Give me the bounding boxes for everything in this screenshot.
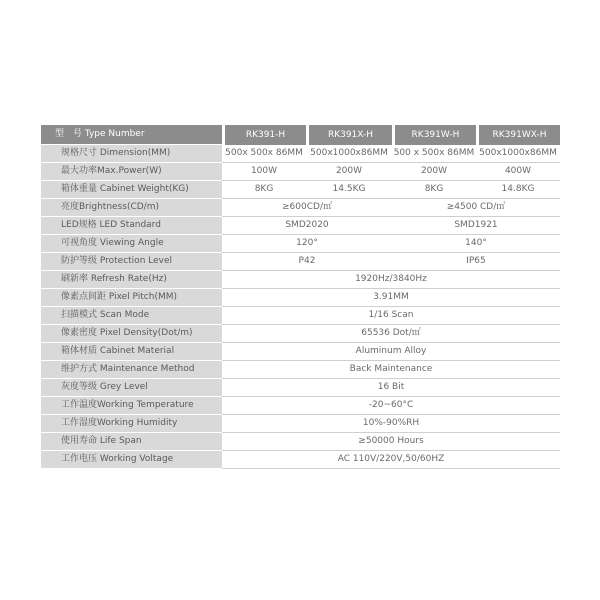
spec-value: 16 Bit: [222, 379, 560, 397]
spec-label: 亮度Brightness(CD/m): [41, 199, 222, 217]
spec-value: 65536 Dot/㎡: [222, 325, 560, 343]
spec-row: [41, 451, 560, 469]
spec-row: [41, 307, 560, 325]
spec-label: LED规格 LED Standard: [41, 217, 222, 235]
spec-value: SMD2020: [222, 217, 392, 235]
spec-row: [41, 217, 560, 235]
spec-label: 刷新率 Refresh Rate(Hz): [41, 271, 222, 289]
spec-value: 8KG: [392, 181, 476, 199]
spec-label: 像素点间距 Pixel Pitch(MM): [41, 289, 222, 307]
spec-label: 工作电压 Working Voltage: [41, 451, 222, 469]
spec-label: 可视角度 Viewing Angle: [41, 235, 222, 253]
spec-value: ≥600CD/㎡: [222, 199, 392, 217]
spec-value: 8KG: [222, 181, 306, 199]
spec-value: 120°: [222, 235, 392, 253]
spec-value: AC 110V/220V,50/60HZ: [222, 451, 560, 469]
spec-label: 箱体材质 Cabinet Material: [41, 343, 222, 361]
spec-value: -20~60°C: [222, 397, 560, 415]
spec-row: [41, 145, 560, 163]
model-rk391w-h: RK391W-H: [392, 125, 476, 145]
spec-value: 14.5KG: [306, 181, 392, 199]
spec-row: [41, 163, 560, 181]
spec-value: P42: [222, 253, 392, 271]
spec-row: [41, 199, 560, 217]
spec-value: 500x1000x86MM: [476, 145, 560, 163]
spec-table-body: [41, 125, 560, 469]
spec-value: 1/16 Scan: [222, 307, 560, 325]
spec-value: ≥50000 Hours: [222, 433, 560, 451]
spec-value: 1920Hz/3840Hz: [222, 271, 560, 289]
header-row: [41, 125, 560, 145]
spec-value: 400W: [476, 163, 560, 181]
spec-row: [41, 235, 560, 253]
spec-label: 最大功率Max.Power(W): [41, 163, 222, 181]
model-rk391wx-h: RK391WX-H: [476, 125, 560, 145]
spec-value: Back Maintenance: [222, 361, 560, 379]
type-number-label: 型 号 Type Number: [41, 125, 222, 145]
spec-value: Aluminum Alloy: [222, 343, 560, 361]
spec-label: 工作湿度Working Humidity: [41, 415, 222, 433]
model-rk391x-h: RK391X-H: [306, 125, 392, 145]
spec-label: 工作温度Working Temperature: [41, 397, 222, 415]
spec-row: [41, 361, 560, 379]
spec-row: [41, 289, 560, 307]
spec-row: [41, 325, 560, 343]
spec-value: 10%-90%RH: [222, 415, 560, 433]
spec-row: [41, 271, 560, 289]
spec-value: 3.91MM: [222, 289, 560, 307]
spec-value: 500x1000x86MM: [306, 145, 392, 163]
spec-label: 维护方式 Maintenance Method: [41, 361, 222, 379]
spec-label: 灰度等级 Grey Level: [41, 379, 222, 397]
spec-row: [41, 379, 560, 397]
spec-label: 扫描模式 Scan Mode: [41, 307, 222, 325]
spec-value: SMD1921: [392, 217, 560, 235]
spec-row: [41, 397, 560, 415]
spec-row: [41, 433, 560, 451]
spec-row: [41, 343, 560, 361]
spec-label: 像素密度 Pixel Density(Dot/m): [41, 325, 222, 343]
spec-value: IP65: [392, 253, 560, 271]
spec-label: 箱体重量 Cabinet Weight(KG): [41, 181, 222, 199]
spec-label: 规格尺寸 Dimension(MM): [41, 145, 222, 163]
spec-value: 200W: [392, 163, 476, 181]
spec-row: [41, 253, 560, 271]
spec-value: 14.8KG: [476, 181, 560, 199]
spec-value: 500 x 500x 86MM: [392, 145, 476, 163]
spec-table: [41, 125, 560, 469]
model-rk391-h: RK391-H: [222, 125, 306, 145]
spec-label: 防护等级 Protection Level: [41, 253, 222, 271]
spec-value: 500x 500x 86MM: [222, 145, 306, 163]
spec-value: 140°: [392, 235, 560, 253]
spec-value: 100W: [222, 163, 306, 181]
spec-row: [41, 415, 560, 433]
spec-row: [41, 181, 560, 199]
spec-value: 200W: [306, 163, 392, 181]
spec-label: 使用寿命 Life Span: [41, 433, 222, 451]
spec-value: ≥4500 CD/㎡: [392, 199, 560, 217]
